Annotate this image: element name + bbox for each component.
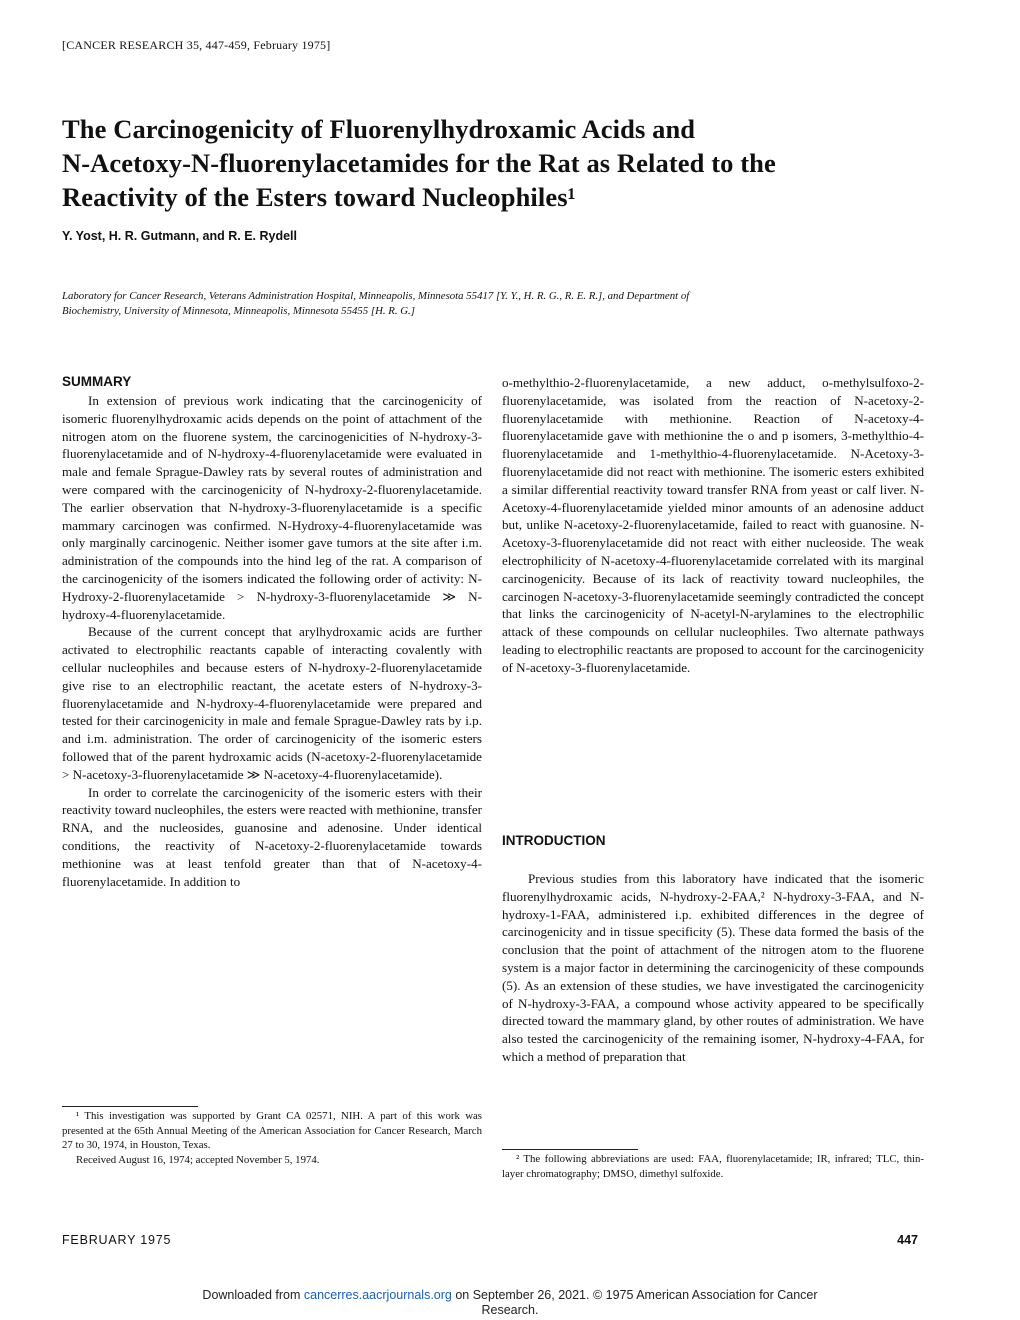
footnote-rule-right <box>502 1149 638 1150</box>
download-line-2: Research. <box>481 1303 539 1317</box>
affiliation <box>62 289 962 319</box>
right-column-introduction <box>502 870 924 1066</box>
affiliation-line-2: Biochemistry, University of Minnesota, Minneapolis, Minnesota 55455 [H. R. G.] <box>62 305 415 317</box>
authors: Y. Yost, H. R. Gutmann, and R. E. Rydell <box>62 229 297 243</box>
download-suffix: on September 26, 2021. © 1975 American Association for Cancer <box>451 1288 818 1302</box>
footnote-1: ¹ This investigation was supported by Grant CA 02571, NIH. A part of this work was presented at the 65th Annual Meeting of the American Association for Cancer Research, March 27 to 30, 1974, in Houston, Texas. <box>62 1110 482 1151</box>
title-line-1: The Carcinogenicity of Fluorenylhydroxamic Acids and <box>62 114 696 144</box>
introduction-heading: INTRODUCTION <box>502 833 606 848</box>
affiliation-line-1: Laboratory for Cancer Research, Veterans Administration Hospital, Minneapolis, Minnesota 55417 [Y. Y., H. R. G., R. E. R.], and Department of <box>62 290 690 302</box>
introduction-paragraph-1: Previous studies from this laboratory have indicated that the isomeric fluorenylhydroxamic acids, N-hydroxy-2-FAA,² N-hydroxy-3-FAA, and N-hydroxy-1-FAA, administered i.p. exhibited differences in the degree of carcinogenicity and in tissue specificity (5). These data formed the basis of the conclusion that the point of attachment of the nitrogen atom to the fluorene system is a major factor in determining the carcinogenicity of these compounds (5). As an extension of these studies, we have investigated the carcinogenicity of N-hydroxy-3-FAA, a compound whose activity appeared to be specifically directed toward the mammary gland, by other routes of administration. We have also tested the carcinogenicity of the remaining isomer, N-hydroxy-4-FAA, for which a method of preparation that <box>502 871 924 1064</box>
download-prefix: Downloaded from <box>202 1288 304 1302</box>
title-line-3: Reactivity of the Esters toward Nucleophiles¹ <box>62 182 576 212</box>
left-column <box>62 392 482 890</box>
right-column-summary <box>502 374 924 677</box>
page-number: 447 <box>897 1233 918 1247</box>
summary-heading: SUMMARY <box>62 374 132 389</box>
right-footnotes <box>502 1152 924 1181</box>
title-line-2: N-Acetoxy-N-fluorenylacetamides for the Rat as Related to the <box>62 148 776 178</box>
footnote-2: ² The following abbreviations are used: FAA, fluorenylacetamide; IR, infrared; TLC, thin-layer chromatography; DMSO, dimethyl sulfoxide. <box>502 1153 924 1180</box>
footer-date: FEBRUARY 1975 <box>62 1233 172 1247</box>
received-dates: Received August 16, 1974; accepted November 5, 1974. <box>76 1153 320 1166</box>
footnote-rule-left <box>62 1106 198 1107</box>
summary-paragraph-4: o-methylthio-2-fluorenylacetamide, a new adduct, o-methylsulfoxo-2-fluorenylacetamide, was isolated from the reaction of N-acetoxy-2-fluorenylacetamide with methionine. Reaction of N-acetoxy-4-fluorenylacetamide gave with methionine the o and p isomers, 3-methylthio-4-fluorenylacetamide and 1-methylthio-4-fluorenylacetamide. N-Acetoxy-3-fluorenylacetamide did not react with methionine. The isomeric esters exhibited a similar differential reactivity toward transfer RNA from yeast or calf liver. N-Acetoxy-4-fluorenylacetamide yielded minor amounts of an adenosine adduct but, unlike N-acetoxy-2-fluorenylacetamide, failed to react with guanosine. N-Acetoxy-3-fluorenylacetamide did not react with either nucleoside. The weak electrophilicity of N-acetoxy-4-fluorenylacetamide correlated with its marginal carcinogenicity. Because of its lack of reactivity toward nucleophiles, the carcinogen N-acetoxy-3-fluorenylacetamide seemingly contradicted the concept that links the carcinogenicity of N-acetyl-N-arylamines to the electrophilic attack of these compounds on cellular nucleophiles. Two alternate pathways leading to electrophilic reactants are proposed to account for the carcinogenicity of N-acetoxy-3-fluorenylacetamide. <box>502 375 924 675</box>
article-title <box>62 112 942 214</box>
download-notice <box>0 1288 1020 1318</box>
page-footer <box>62 1233 918 1247</box>
summary-paragraph-2: Because of the current concept that arylhydroxamic acids are further activated to electrophilic reactants capable of interacting covalently with cellular nucleophiles and because esters of N-hydroxy-2-fluorenylacetamide give rise to an electrophilic reactant, the acetate esters of N-hydroxy-3-fluorenylacetamide and N-hydroxy-4-fluorenylacetamide were prepared and tested for their carcinogenicity in male and female Sprague-Dawley rats by i.p. and i.m. administration. The order of carcinogenicity of the isomeric esters followed that of the parent hydroxamic acids (N-acetoxy-2-fluorenylacetamide > N-acetoxy-3-fluorenylacetamide ≫ N-acetoxy-4-fluorenylacetamide). <box>62 624 482 782</box>
summary-paragraph-1: In extension of previous work indicating that the carcinogenicity of isomeric fluorenylhydroxamic acids depends on the point of attachment of the nitrogen atom on the fluorene system, the carcinogenicities of N-hydroxy-3-fluorenylacetamide and of N-hydroxy-4-fluorenylacetamide were evaluated in male and female Sprague-Dawley rats by several routes of administration and were compared with the carcinogenicity of N-hydroxy-2-fluorenylacetamide. The earlier observation that N-hydroxy-3-fluorenylacetamide is a specific mammary carcinogen was confirmed. N-Hydroxy-4-fluorenylacetamide was only marginally carcinogenic. Neither isomer gave tumors at the site after i.m. administration of the compounds into the hind leg of the rat. A comparison of the carcinogenicity of the isomers indicated the following order of activity: N-Hydroxy-2-fluorenylacetamide > N-hydroxy-3-fluorenylacetamide ≫ N-hydroxy-4-fluorenylacetamide. <box>62 393 482 622</box>
journal-citation: [CANCER RESEARCH 35, 447-459, February 1975] <box>62 38 331 52</box>
summary-paragraph-3: In order to correlate the carcinogenicity of the isomeric esters with their reactivity toward nucleophiles, the esters were reacted with methionine, transfer RNA, and the nucleosides, guanosine and adenosine. Under identical conditions, the reactivity of N-acetoxy-2-fluorenylacetamide towards methionine was at least tenfold greater than that of N-acetoxy-4-fluorenylacetamide. In addition to <box>62 784 482 889</box>
download-link[interactable]: cancerres.aacrjournals.org <box>303 1288 452 1302</box>
left-footnotes <box>62 1109 482 1167</box>
